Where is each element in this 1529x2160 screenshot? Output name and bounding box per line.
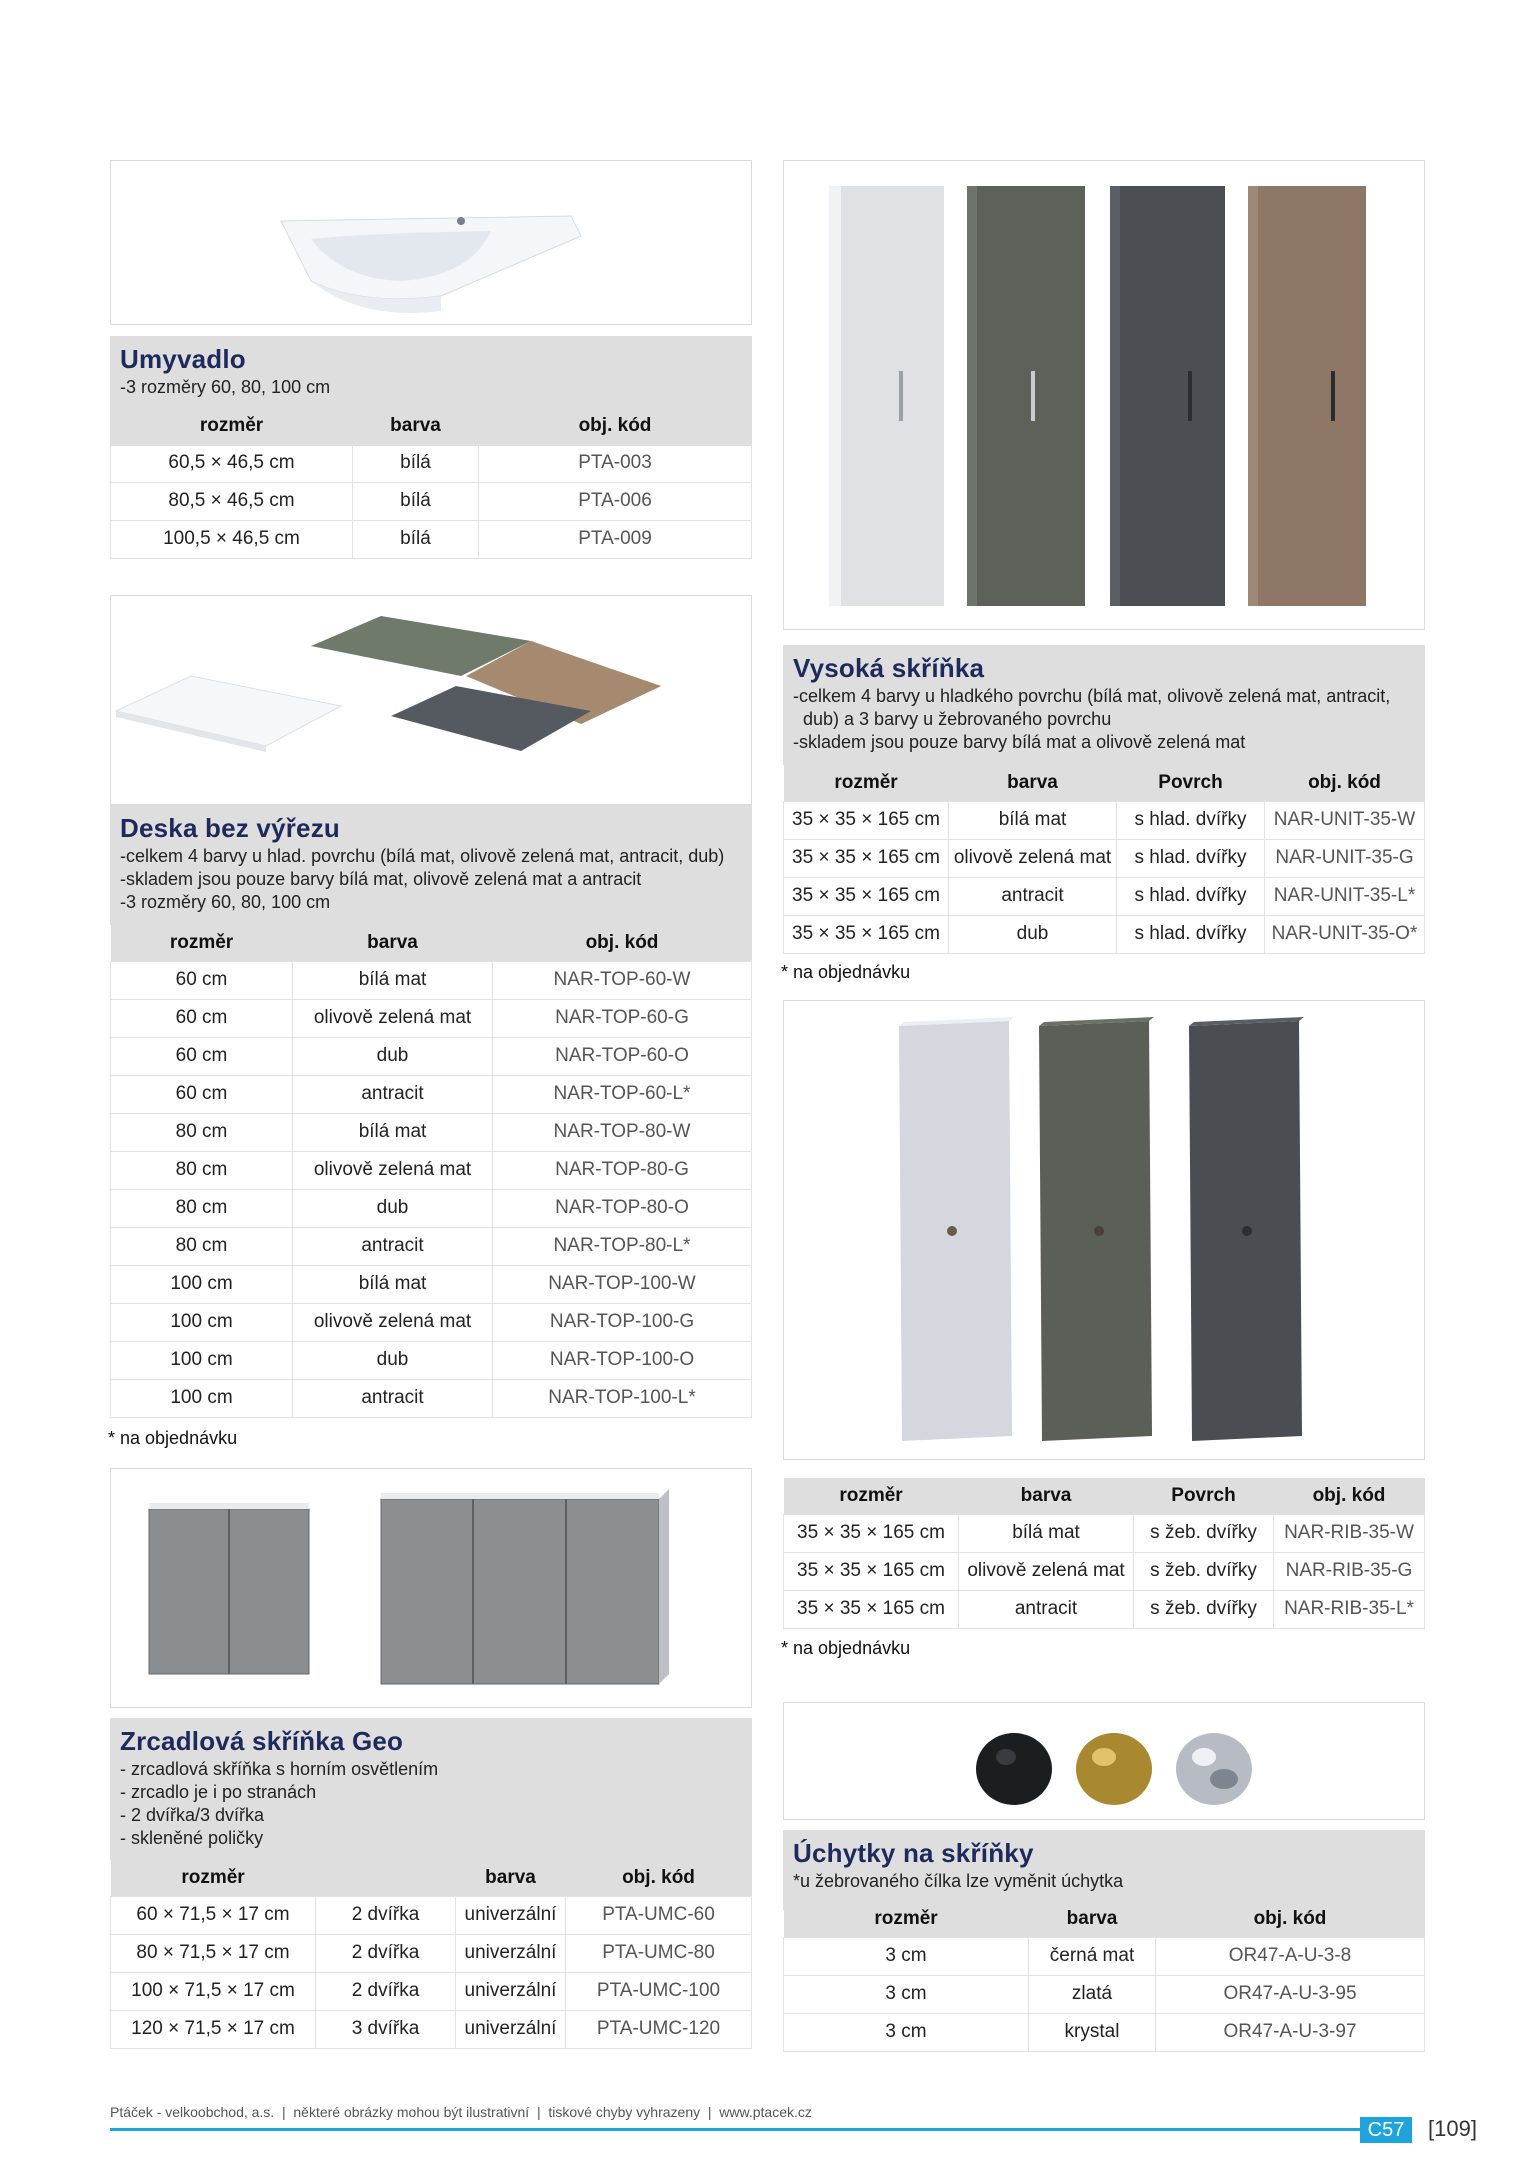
cell: antracit bbox=[293, 1379, 493, 1417]
cell: 3 cm bbox=[784, 2013, 1029, 2051]
table-header-row bbox=[784, 1478, 1425, 1514]
cell: 2 dvířka bbox=[316, 1972, 456, 2010]
cell: PTA-UMC-80 bbox=[566, 1934, 752, 1972]
cell: NAR-TOP-80-G bbox=[493, 1151, 752, 1189]
cell: 2 dvířka bbox=[316, 1934, 456, 1972]
col-header: obj. kód bbox=[1274, 1478, 1425, 1514]
order-note: * na objednávku bbox=[781, 962, 911, 982]
mirror-cabinet-header bbox=[110, 1718, 752, 1860]
col-header: rozměr bbox=[784, 765, 949, 801]
countertop-title: Deska bez výřezu bbox=[120, 813, 340, 843]
washbasin-table bbox=[110, 408, 752, 559]
mirror-cabinet-table-body bbox=[111, 1896, 752, 2048]
cell: olivově zelená mat bbox=[293, 1303, 493, 1341]
cell: bílá bbox=[353, 482, 479, 520]
cell: NAR-UNIT-35-G bbox=[1265, 839, 1425, 877]
cell: 100 cm bbox=[111, 1303, 293, 1341]
col-header: obj. kód bbox=[479, 408, 752, 444]
cell: OR47-A-U-3-97 bbox=[1156, 2013, 1425, 2051]
tall-cabinet-line: dub) a 3 barvy u žebrovaného povrchu bbox=[793, 709, 1112, 729]
table-row bbox=[111, 1265, 752, 1303]
cell: antracit bbox=[949, 877, 1117, 915]
table-row bbox=[111, 999, 752, 1037]
mirror-cabinet-title: Zrcadlová skříňka Geo bbox=[120, 1726, 404, 1756]
col-header: obj. kód bbox=[566, 1860, 752, 1896]
cell: 100 × 71,5 × 17 cm bbox=[111, 1972, 316, 2010]
handles-title: Úchytky na skříňky bbox=[793, 1838, 1034, 1868]
cell: 80 cm bbox=[111, 1189, 293, 1227]
tall-cabinet-image bbox=[783, 160, 1425, 630]
col-header: obj. kód bbox=[1156, 1901, 1425, 1937]
countertop-illustration bbox=[111, 596, 752, 805]
table-row bbox=[784, 1552, 1425, 1590]
cell: 35 × 35 × 165 cm bbox=[784, 1552, 959, 1590]
cell: 60 cm bbox=[111, 1075, 293, 1113]
table-row bbox=[784, 1514, 1425, 1552]
cell: 3 cm bbox=[784, 1975, 1029, 2013]
cell: 35 × 35 × 165 cm bbox=[784, 915, 949, 953]
tall-cabinet-line: -celkem 4 barvy u hladkého povrchu (bílá mat, olivově zelená mat, antracit, bbox=[793, 686, 1391, 706]
cell: bílá bbox=[353, 444, 479, 482]
cell: NAR-UNIT-35-W bbox=[1265, 801, 1425, 839]
mirror-cabinet-table bbox=[110, 1860, 752, 2049]
cell: NAR-RIB-35-L* bbox=[1274, 1590, 1425, 1628]
cell: PTA-009 bbox=[479, 520, 752, 558]
mirror-cabinet-image bbox=[110, 1468, 752, 1708]
cell: s žeb. dvířky bbox=[1134, 1552, 1274, 1590]
table-row bbox=[111, 1379, 752, 1417]
cell: 60 cm bbox=[111, 1037, 293, 1075]
table-row bbox=[111, 520, 752, 558]
col-header: barva bbox=[959, 1478, 1134, 1514]
cell: NAR-TOP-60-G bbox=[493, 999, 752, 1037]
table-row bbox=[111, 1303, 752, 1341]
washbasin-title: Umyvadlo bbox=[120, 344, 246, 374]
table-row bbox=[111, 1151, 752, 1189]
cell: 100 cm bbox=[111, 1265, 293, 1303]
cell: s hlad. dvířky bbox=[1117, 801, 1265, 839]
cell: NAR-TOP-60-O bbox=[493, 1037, 752, 1075]
cell: NAR-TOP-100-W bbox=[493, 1265, 752, 1303]
cell: bílá mat bbox=[293, 1113, 493, 1151]
cell: černá mat bbox=[1029, 1937, 1156, 1975]
tall-cabinet-header bbox=[783, 645, 1425, 765]
cell: NAR-RIB-35-W bbox=[1274, 1514, 1425, 1552]
cell: 80 cm bbox=[111, 1227, 293, 1265]
table-row bbox=[111, 482, 752, 520]
mirror-cabinet-illustration bbox=[111, 1469, 752, 1708]
col-header: obj. kód bbox=[1265, 765, 1425, 801]
handles-table bbox=[783, 1901, 1425, 2052]
cell: s hlad. dvířky bbox=[1117, 915, 1265, 953]
countertop-line: -celkem 4 barvy u hlad. povrchu (bílá mat, olivově zelená mat, antracit, dub) bbox=[120, 846, 725, 866]
col-header: Povrch bbox=[1134, 1478, 1274, 1514]
table-header-row bbox=[111, 1860, 752, 1896]
cell: s žeb. dvířky bbox=[1134, 1590, 1274, 1628]
cell: univerzální bbox=[456, 1972, 566, 2010]
cell: krystal bbox=[1029, 2013, 1156, 2051]
countertop-line: -skladem jsou pouze barvy bílá mat, olivově zelená mat a antracit bbox=[120, 869, 642, 889]
table-row bbox=[784, 915, 1425, 953]
col-header: rozměr bbox=[111, 925, 293, 961]
cell: PTA-UMC-120 bbox=[566, 2010, 752, 2048]
mirror-cabinet-line: - skleněné poličky bbox=[120, 1828, 264, 1848]
cell: NAR-TOP-100-O bbox=[493, 1341, 752, 1379]
cell: 3 cm bbox=[784, 1937, 1029, 1975]
countertop-header bbox=[110, 805, 752, 925]
table-row bbox=[784, 839, 1425, 877]
cell: NAR-TOP-100-G bbox=[493, 1303, 752, 1341]
col-header: obj. kód bbox=[493, 925, 752, 961]
cell: 2 dvířka bbox=[316, 1896, 456, 1934]
washbasin-line: -3 rozměry 60, 80, 100 cm bbox=[120, 377, 331, 397]
cell: 100 cm bbox=[111, 1379, 293, 1417]
table-row bbox=[111, 961, 752, 999]
col-header: rozměr bbox=[111, 408, 353, 444]
cell: PTA-UMC-60 bbox=[566, 1896, 752, 1934]
cell: univerzální bbox=[456, 2010, 566, 2048]
cell: 80,5 × 46,5 cm bbox=[111, 482, 353, 520]
cell: antracit bbox=[959, 1590, 1134, 1628]
table-row bbox=[784, 1937, 1425, 1975]
cell: bílá mat bbox=[293, 1265, 493, 1303]
table-row bbox=[111, 1189, 752, 1227]
cell: bílá mat bbox=[949, 801, 1117, 839]
cell: 60,5 × 46,5 cm bbox=[111, 444, 353, 482]
cell: 35 × 35 × 165 cm bbox=[784, 839, 949, 877]
cell: antracit bbox=[293, 1227, 493, 1265]
table-row bbox=[111, 1037, 752, 1075]
cell: 60 cm bbox=[111, 999, 293, 1037]
ribbed-cabinet-table bbox=[783, 1478, 1425, 1629]
cell: OR47-A-U-3-95 bbox=[1156, 1975, 1425, 2013]
cell: 100 cm bbox=[111, 1341, 293, 1379]
cell: 80 cm bbox=[111, 1151, 293, 1189]
ribbed-cabinet-image bbox=[783, 1000, 1425, 1460]
ribbed-cabinet-illustration bbox=[784, 1001, 1425, 1460]
table-row bbox=[111, 1934, 752, 1972]
table-row bbox=[111, 1341, 752, 1379]
order-note: * na objednávku bbox=[781, 1638, 911, 1658]
cell: NAR-TOP-80-W bbox=[493, 1113, 752, 1151]
page-code-badge: C57 bbox=[1360, 2117, 1412, 2143]
table-row bbox=[111, 1227, 752, 1265]
cell: NAR-TOP-60-W bbox=[493, 961, 752, 999]
tall-cabinet-illustration bbox=[784, 161, 1425, 630]
countertop-image bbox=[110, 595, 752, 805]
handles-image bbox=[783, 1702, 1425, 1820]
washbasin-image bbox=[110, 160, 752, 325]
cell: 80 cm bbox=[111, 1113, 293, 1151]
cell: NAR-UNIT-35-L* bbox=[1265, 877, 1425, 915]
cell: dub bbox=[293, 1189, 493, 1227]
countertop-line: -3 rozměry 60, 80, 100 cm bbox=[120, 892, 331, 912]
cell: olivově zelená mat bbox=[293, 999, 493, 1037]
table-header-row bbox=[784, 765, 1425, 801]
table-header-row bbox=[111, 925, 752, 961]
table-row bbox=[784, 2013, 1425, 2051]
cell: olivově zelená mat bbox=[293, 1151, 493, 1189]
table-row bbox=[784, 1590, 1425, 1628]
cell: 120 × 71,5 × 17 cm bbox=[111, 2010, 316, 2048]
cell: 35 × 35 × 165 cm bbox=[784, 801, 949, 839]
cell: NAR-TOP-100-L* bbox=[493, 1379, 752, 1417]
cell: dub bbox=[949, 915, 1117, 953]
cell: 100,5 × 46,5 cm bbox=[111, 520, 353, 558]
countertop-table bbox=[110, 925, 752, 1418]
cell: dub bbox=[293, 1037, 493, 1075]
handles-illustration bbox=[784, 1703, 1425, 1820]
cell: PTA-UMC-100 bbox=[566, 1972, 752, 2010]
footer-text: Ptáček - velkoobchod, a.s. | některé obrázky mohou být ilustrativní | tiskové chyby vyhrazeny | www.ptacek.cz bbox=[110, 2104, 812, 2120]
handles-header bbox=[783, 1830, 1425, 1910]
cell: PTA-003 bbox=[479, 444, 752, 482]
cell: 3 dvířka bbox=[316, 2010, 456, 2048]
cell: s hlad. dvířky bbox=[1117, 877, 1265, 915]
cell: s žeb. dvířky bbox=[1134, 1514, 1274, 1552]
table-row bbox=[111, 1972, 752, 2010]
cell: s hlad. dvířky bbox=[1117, 839, 1265, 877]
col-header: rozměr bbox=[784, 1478, 959, 1514]
cell: NAR-TOP-80-O bbox=[493, 1189, 752, 1227]
cell: 80 × 71,5 × 17 cm bbox=[111, 1934, 316, 1972]
handles-line: *u žebrovaného čílka lze vyměnit úchytka bbox=[793, 1871, 1124, 1891]
table-row bbox=[111, 1075, 752, 1113]
tall-cabinet-table-body bbox=[784, 801, 1425, 953]
washbasin-illustration bbox=[111, 161, 752, 325]
table-row bbox=[784, 1975, 1425, 2013]
page-number: [109] bbox=[1428, 2116, 1477, 2141]
cell: 35 × 35 × 165 cm bbox=[784, 1514, 959, 1552]
cell: NAR-UNIT-35-O* bbox=[1265, 915, 1425, 953]
col-header: rozměr bbox=[111, 1860, 316, 1896]
table-header-row bbox=[784, 1901, 1425, 1937]
table-row bbox=[784, 801, 1425, 839]
table-row bbox=[111, 1896, 752, 1934]
col-header: barva bbox=[949, 765, 1117, 801]
cell: bílá bbox=[353, 520, 479, 558]
cell: bílá mat bbox=[293, 961, 493, 999]
cell: NAR-RIB-35-G bbox=[1274, 1552, 1425, 1590]
table-row bbox=[111, 444, 752, 482]
cell: OR47-A-U-3-8 bbox=[1156, 1937, 1425, 1975]
cell: 35 × 35 × 165 cm bbox=[784, 877, 949, 915]
col-header: barva bbox=[1029, 1901, 1156, 1937]
footer-rule bbox=[110, 2128, 1360, 2131]
col-header: barva bbox=[456, 1860, 566, 1896]
cell: 60 × 71,5 × 17 cm bbox=[111, 1896, 316, 1934]
cell: olivově zelená mat bbox=[949, 839, 1117, 877]
tall-cabinet-line: -skladem jsou pouze barvy bílá mat a olivově zelená mat bbox=[793, 732, 1246, 752]
order-note: * na objednávku bbox=[108, 1428, 238, 1448]
col-header: Povrch bbox=[1117, 765, 1265, 801]
table-row bbox=[111, 2010, 752, 2048]
tall-cabinet-table bbox=[783, 765, 1425, 954]
table-header-row bbox=[111, 408, 752, 444]
countertop-table-body bbox=[111, 961, 752, 1417]
cell: univerzální bbox=[456, 1934, 566, 1972]
cell: univerzální bbox=[456, 1896, 566, 1934]
col-header: rozměr bbox=[784, 1901, 1029, 1937]
cell: NAR-TOP-60-L* bbox=[493, 1075, 752, 1113]
cell: olivově zelená mat bbox=[959, 1552, 1134, 1590]
mirror-cabinet-line: - zrcadlo je i po stranách bbox=[120, 1782, 317, 1802]
table-row bbox=[111, 1113, 752, 1151]
tall-cabinet-title: Vysoká skříňka bbox=[793, 653, 985, 683]
mirror-cabinet-line: - zrcadlová skříňka s horním osvětlením bbox=[120, 1759, 439, 1779]
cell: bílá mat bbox=[959, 1514, 1134, 1552]
cell: dub bbox=[293, 1341, 493, 1379]
cell: 60 cm bbox=[111, 961, 293, 999]
cell: NAR-TOP-80-L* bbox=[493, 1227, 752, 1265]
cell: zlatá bbox=[1029, 1975, 1156, 2013]
cell: PTA-006 bbox=[479, 482, 752, 520]
ribbed-cabinet-table-body bbox=[784, 1514, 1425, 1628]
cell: 35 × 35 × 165 cm bbox=[784, 1590, 959, 1628]
cell: antracit bbox=[293, 1075, 493, 1113]
col-header: barva bbox=[293, 925, 493, 961]
handles-table-body bbox=[784, 1937, 1425, 2051]
col-header: barva bbox=[353, 408, 479, 444]
mirror-cabinet-line: - 2 dvířka/3 dvířka bbox=[120, 1805, 265, 1825]
table-row bbox=[784, 877, 1425, 915]
